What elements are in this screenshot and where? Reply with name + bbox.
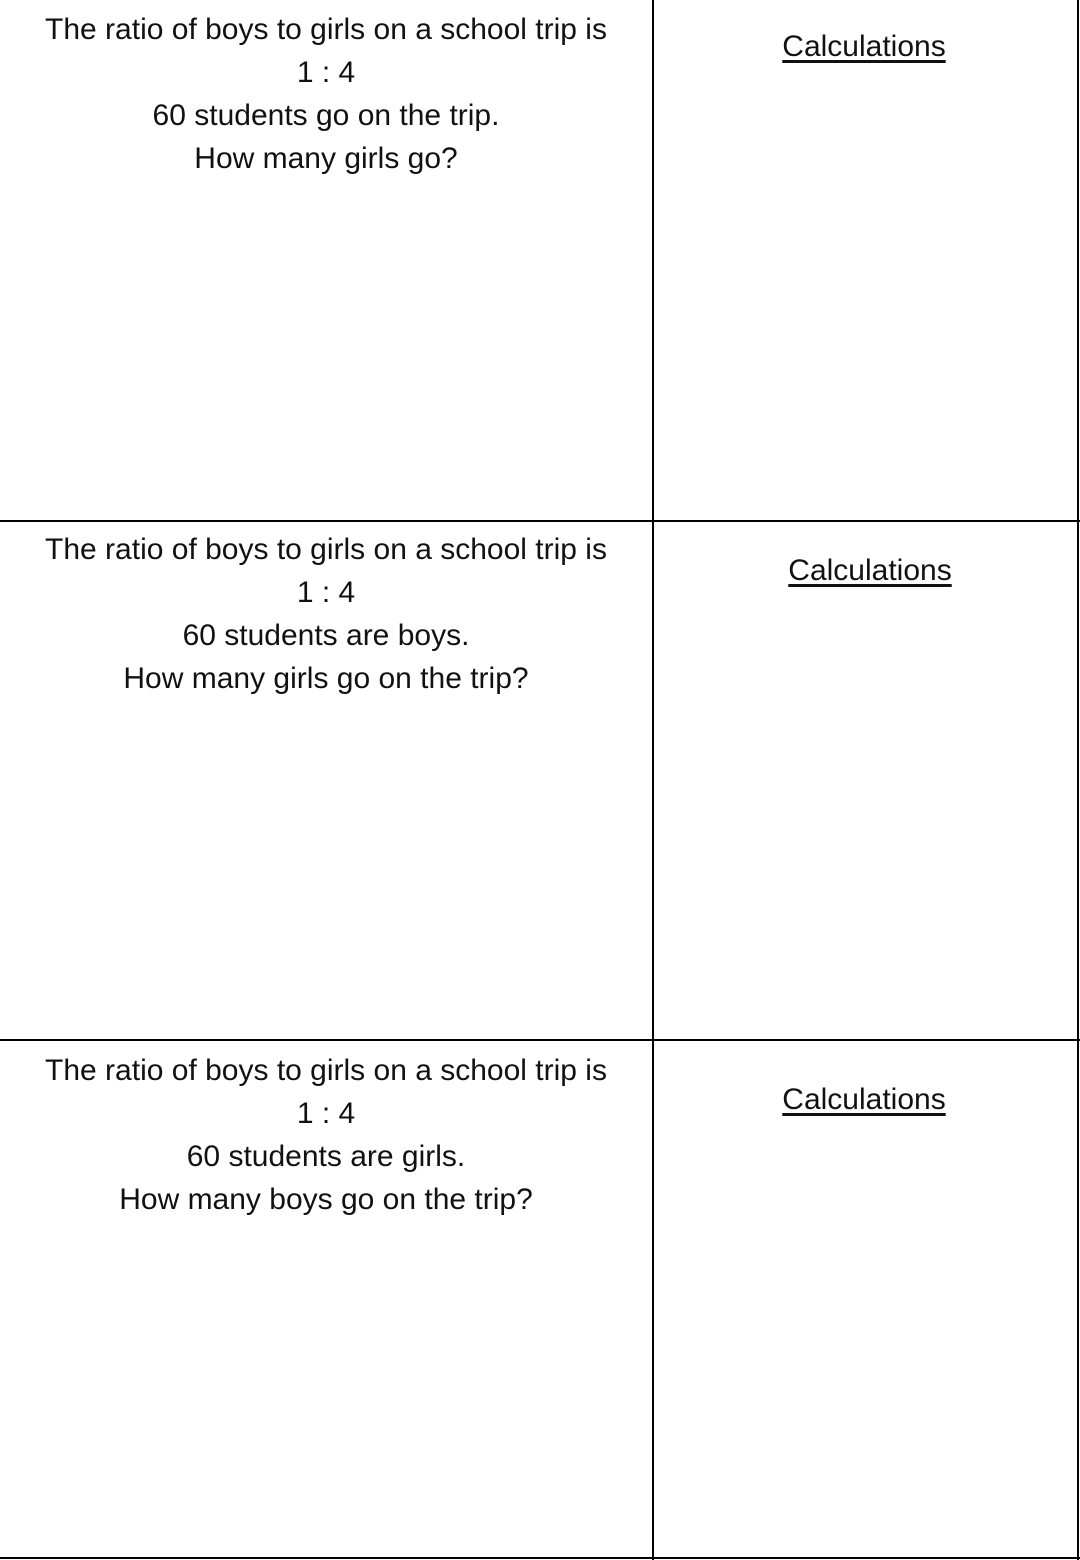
row-divider-2 (0, 1039, 1080, 1041)
question-card-1 (0, 0, 1080, 521)
column-divider (652, 0, 654, 1560)
ratio-value: 1 : 4 (296, 1097, 356, 1130)
question-text (0, 528, 652, 700)
question-line-ratio-intro: The ratio of boys to girls on a school trip is (45, 1054, 607, 1087)
row-divider-1 (0, 520, 1080, 522)
question-text (0, 8, 652, 180)
question-card-3 (0, 1040, 1080, 1560)
question-card-2 (0, 521, 1080, 1040)
ratio-value: 1 : 4 (296, 56, 356, 89)
calculations-heading: Calculations (788, 554, 952, 587)
right-border (1077, 0, 1079, 1560)
question-line-ratio-intro: The ratio of boys to girls on a school trip is (45, 533, 607, 566)
ratio-value: 1 : 4 (296, 576, 356, 609)
question-line-ask: How many boys go on the trip? (119, 1183, 533, 1216)
question-line-given: 60 students are girls. (186, 1140, 466, 1173)
question-line-given: 60 students go on the trip. (152, 99, 500, 132)
calculations-heading: Calculations (782, 1083, 946, 1116)
question-line-ratio-intro: The ratio of boys to girls on a school trip is (45, 13, 607, 46)
question-line-ask: How many girls go on the trip? (123, 662, 529, 695)
calculations-heading: Calculations (782, 30, 946, 63)
question-line-given: 60 students are boys. (182, 619, 470, 652)
bottom-border (0, 1557, 1080, 1559)
question-line-ask: How many girls go? (194, 142, 458, 175)
question-text (0, 1049, 652, 1221)
